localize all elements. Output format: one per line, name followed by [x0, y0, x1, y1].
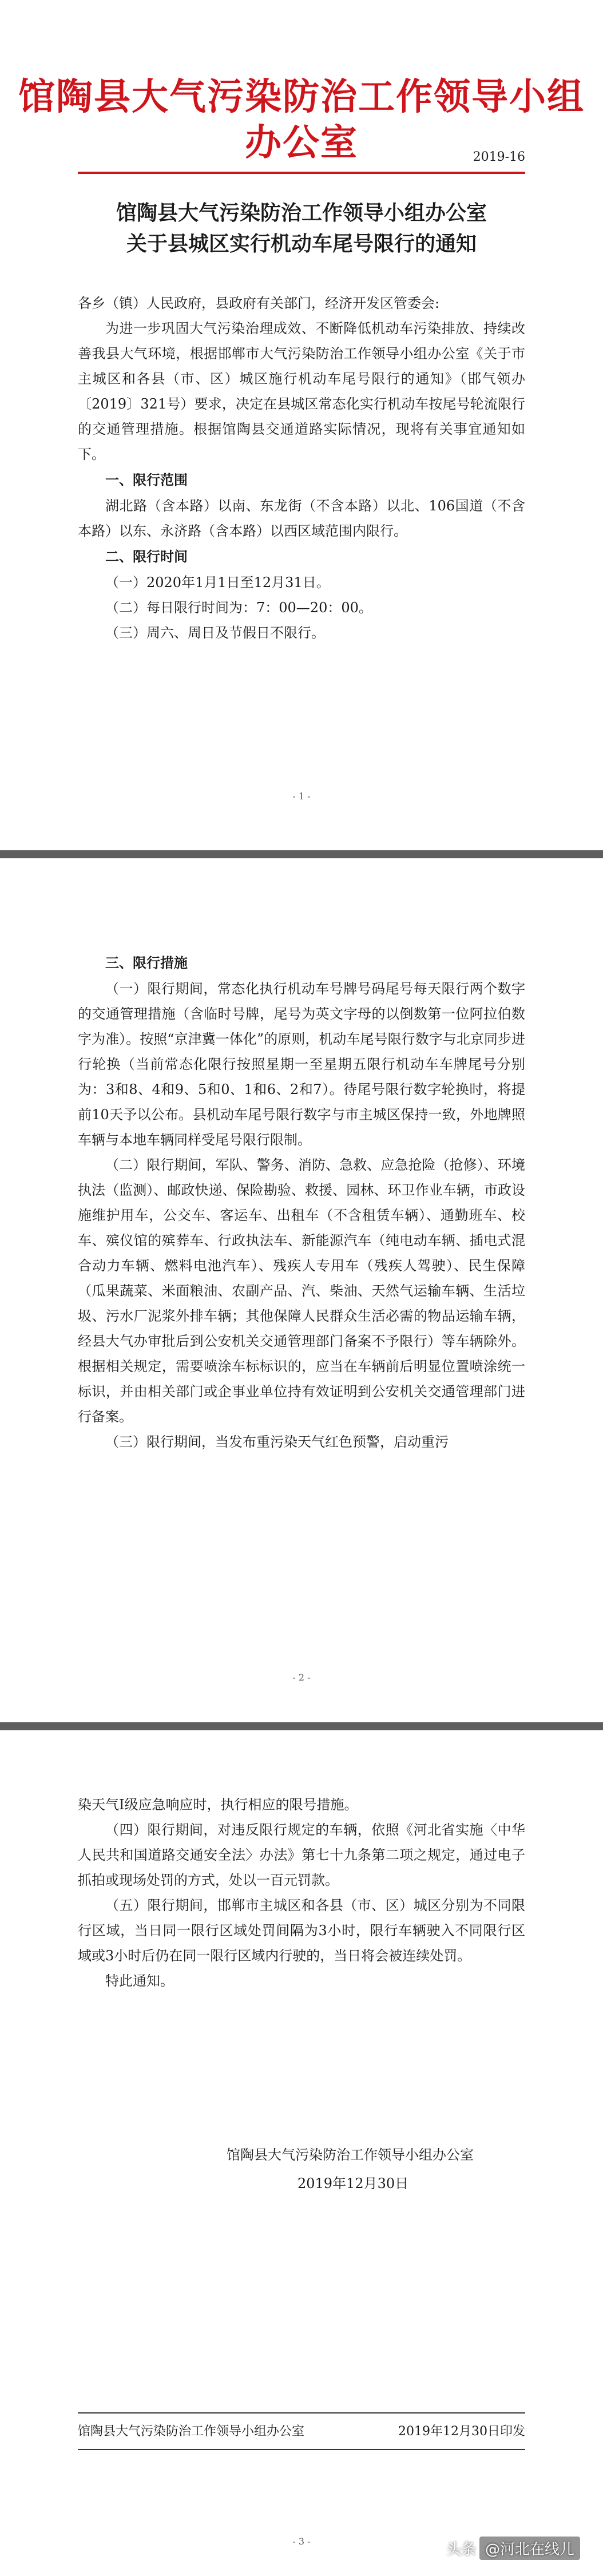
page-2-body — [78, 950, 525, 1455]
measure-1-paragraph: （一）限行期间，常态化执行机动车号牌号码尾号每天限行两个数字的交通管理措施（含临时号牌，尾号为英文字母的以倒数第一位阿拉伯数字为准）。按照“京津冀一体化”的原则，机动车尾号限行数字与北京同步进行轮换（当前常态化限行按照星期一至星期五限行机动车车牌尾号分别为：3和8、4和9、5和0、1和6、2和7）。待尾号限行数字轮换时，将提前10天予以公布。县机动车尾号限行数字与市主城区保持一致，外地牌照车辆与本地车辆同样受尾号限行限制。 — [78, 981, 525, 1148]
section-2-heading: 二、限行时间 — [105, 548, 188, 565]
measure-2-paragraph: （二）限行期间，军队、警务、消防、急救、应急抢险（抢修）、环境执法（监测）、邮政快递、保险勘验、救援、园林、环卫作业车辆，市政设施维护用车，公交车、客运车、出租车（不含租赁车辆）、通勤班车、校车、殡仪馆的殡葬车、行政执法车、新能源汽车（纯电动车辆、插电式混合动力车辆、燃料电池汽车）、残疾人专用车（残疾人驾驶）、民生保障（瓜果蔬菜、米面粮油、农副产品、汽、柴油、天然气运输车辆、生活垃圾、污水厂泥浆外排车辆；其他保障人民群众生活必需的物品运输车辆，经县大气办审批后到公安机关交通管理部门备案不予限行）等车辆除外。根据相关规定，需要喷涂车标标识的，应当在车辆前后明显位置喷涂统一标识，并由相关部门或企事业单位持有效证明到公安机关交通管理部门进行备案。 — [78, 1157, 525, 1425]
section-3-heading: 三、限行措施 — [105, 954, 188, 971]
notice-title-line-2: 关于县城区实行机动车尾号限行的通知 — [126, 232, 477, 256]
closing-text: 特此通知。 — [105, 1973, 174, 1989]
intro-paragraph: 为进一步巩固大气污染治理成效、不断降低机动车污染排放、持续改善我县大气环境，根据邯郸市大气污染防治工作领导小组办公室《关于市主城区和各县（市、区）城区施行机动车尾号限行的通知》（邯气领办〔2019〕321号）要求，决定在县城区常态化实行机动车按尾号轮流限行的交通管理措施。根据馆陶县交通道路实际情况，现将有关事宜通知如下。 — [78, 320, 525, 462]
signature-date: 2019年12月30日 — [297, 2175, 409, 2191]
footer-issuer: 馆陶县大气污染防治工作领导小组办公室 — [78, 2424, 305, 2439]
measure-3-paragraph-start: （三）限行期间，当发布重污染天气红色预警，启动重污 — [105, 1434, 449, 1450]
document-page-3 — [0, 1730, 603, 2576]
source-watermark — [446, 2537, 580, 2560]
page-1-body — [78, 291, 525, 645]
document-page-1 — [0, 0, 603, 850]
page-3-body — [78, 1792, 525, 1994]
document-number: 2019-16 — [473, 150, 525, 164]
page-separator — [0, 850, 603, 858]
page-number: - 2 - — [292, 1672, 311, 1683]
page-number: - 3 - — [292, 2536, 311, 2547]
footer-issue-date: 2019年12月30日印发 — [398, 2424, 525, 2439]
footer-top-line — [78, 2412, 525, 2413]
section-1-body: 湖北路（含本路）以南、东龙街（不含本路）以北、106国道（不含本路）以东、永济路（含本路）以西区域范围内限行。 — [78, 498, 525, 539]
measure-5-paragraph: （五）限行期间，邯郸市主城区和各县（市、区）城区分别为不同限行区域，当日同一限行区域处罚间隔为3小时，限行车辆驶入不同限行区域或3小时后仍在同一限行区域内行驶的，当日将会被连续处罚。 — [78, 1897, 525, 1964]
document-page-2 — [0, 858, 603, 1722]
red-header-banner: 馆陶县大气污染防治工作领导小组办公室 — [18, 76, 585, 164]
watermark-handle: @河北在线儿 — [479, 2537, 580, 2560]
notice-title-line-1: 馆陶县大气污染防治工作领导小组办公室 — [116, 201, 487, 225]
time-item: （二）每日限行时间为：7：00—20：00。 — [105, 600, 372, 616]
time-item: （一）2020年1月1日至12月31日。 — [105, 574, 330, 591]
signature-organization: 馆陶县大气污染防治工作领导小组办公室 — [227, 2147, 474, 2163]
time-item: （三）周六、周日及节假日不限行。 — [105, 625, 325, 641]
watermark-prefix: 头条 — [446, 2541, 476, 2558]
measure-3-paragraph-end: 染天气Ⅰ级应急响应时，执行相应的限号措施。 — [78, 1797, 358, 1813]
section-1-heading: 一、限行范围 — [105, 471, 188, 488]
salutation: 各乡（镇）人民政府，县政府有关部门，经济开发区管委会: — [78, 295, 440, 311]
document-footer — [78, 2420, 525, 2443]
footer-bottom-line — [78, 2449, 525, 2450]
measure-4-paragraph: （四）限行期间，对违反限行规定的车辆，依照《河北省实施〈中华人民共和国道路交通安全法〉办法》第七十九条第二项之规定，通过电子抓拍或现场处罚的方式，处以一百元罚款。 — [78, 1822, 525, 1888]
page-number: - 1 - — [292, 791, 311, 802]
red-divider-line — [78, 172, 525, 174]
page-separator — [0, 1722, 603, 1730]
